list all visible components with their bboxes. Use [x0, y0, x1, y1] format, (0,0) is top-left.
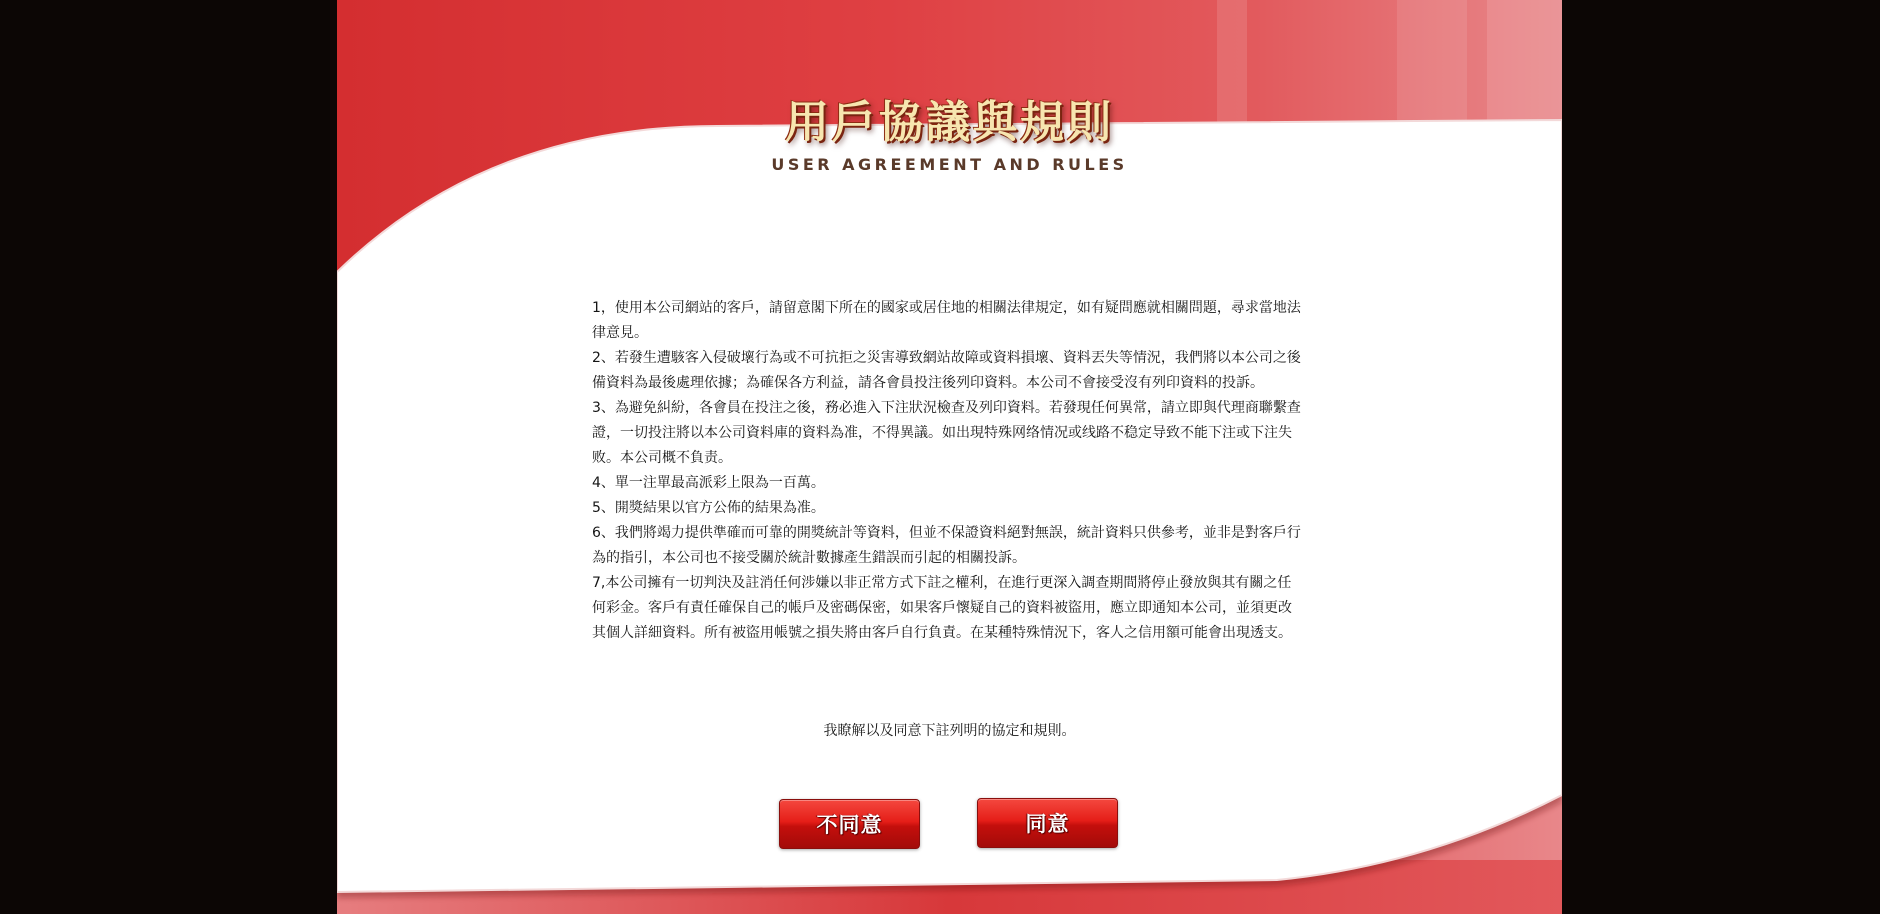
rule-item: 3、為避免糾紛，各會員在投注之後，務必進入下注狀況檢查及列印資料。若發現任何異常，請立即與代理商聯繫查證，一切投注將以本公司資料庫的資料為准，不得異議。如出現特殊网络情况或线路不稳定导致不能下注或下注失败。本公司概不負责。	[592, 400, 1301, 466]
page-title: 用戶協議與規則	[785, 97, 1114, 148]
rule-item: 6、我們將竭力提供準確而可靠的開獎統計等資料，但並不保證資料絕對無誤，統計資料只供參考，並非是對客戶行為的指引，本公司也不接受關於統計數據產生錯誤而引起的相關投訴。	[592, 525, 1301, 566]
agree-button[interactable]: 同意	[977, 798, 1118, 848]
rule-item: 7,本公司擁有一切判決及註消任何涉嫌以非正常方式下註之權利，在進行更深入調查期間將停止發放與其有關之任何彩金。客戶有責任確保自己的帳戶及密碼保密，如果客戶懷疑自己的資料被盜用，應立即通知本公司，並須更改其個人詳細資料。所有被盜用帳號之損失將由客戶自行負責。在某種特殊情況下，客人之信用額可能會出現透支。	[592, 575, 1292, 641]
disagree-button[interactable]: 不同意	[779, 799, 920, 849]
rule-item: 1，使用本公司網站的客戶，請留意閣下所在的國家或居住地的相關法律規定，如有疑問應就相關問題，尋求當地法律意見。	[592, 300, 1301, 341]
rules-list	[592, 296, 1302, 646]
rule-item: 2、若發生遭駭客入侵破壞行為或不可抗拒之災害導致網站故障或資料損壞、資料丟失等情況，我們將以本公司之後備資料為最後處理依據；為確保各方利益，請各會員投注後列印資料。本公司不會接受沒有列印資料的投訴。	[592, 350, 1301, 391]
rule-item: 5、開獎結果以官方公佈的結果為准。	[592, 500, 825, 516]
agreement-note: 我瞭解以及同意下註列明的協定和規則。	[823, 723, 1076, 739]
rule-item: 4、單一注單最高派彩上限為一百萬。	[592, 475, 825, 491]
agreement-panel	[337, 0, 1562, 914]
page-subtitle: USER AGREEMENT AND RULES	[771, 155, 1128, 174]
